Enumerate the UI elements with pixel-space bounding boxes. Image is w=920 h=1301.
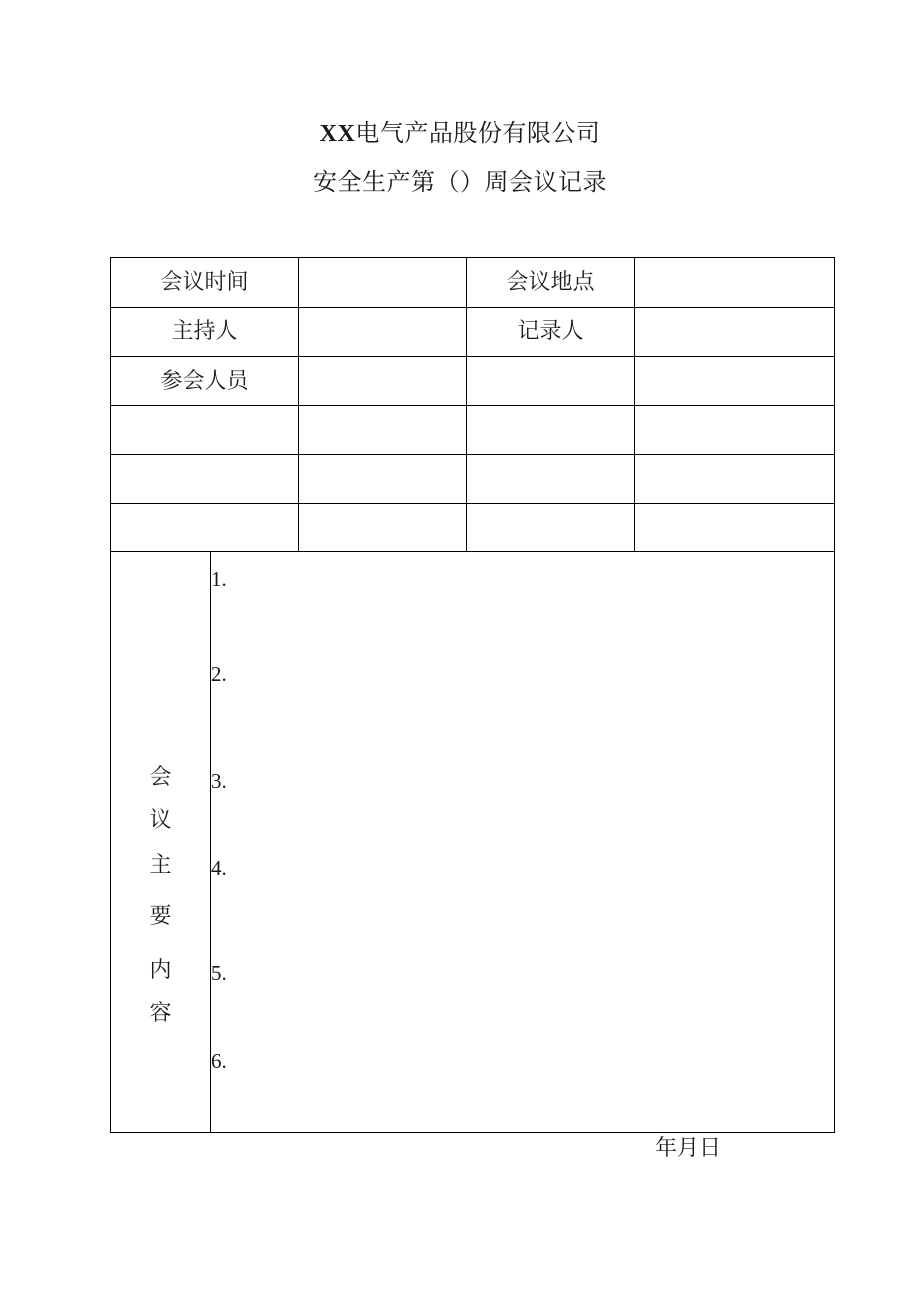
meeting-place-label: 会议地点 (506, 270, 595, 295)
content-item-number: 5. (211, 961, 227, 985)
date-label: 年月日 (655, 1136, 722, 1161)
recorder-field[interactable] (635, 308, 834, 356)
company-title (0, 118, 920, 149)
attendees-label: 参会人员 (160, 369, 249, 394)
content-label-char: 主 (149, 853, 172, 878)
content-label-char: 议 (149, 808, 172, 833)
table-right-border (834, 257, 835, 1133)
content-label-char: 要 (149, 904, 172, 929)
meeting-time-label: 会议时间 (160, 270, 249, 295)
company-name: 电气产品股份有限公司 (355, 119, 601, 147)
content-item-number: 4. (211, 856, 227, 880)
content-label-char: 会 (149, 765, 172, 790)
content-item-number: 3. (211, 769, 227, 793)
row-divider (110, 503, 835, 504)
content-item-number: 1. (211, 567, 227, 591)
content-label-char: 容 (149, 1001, 172, 1026)
company-brand: XX (319, 121, 356, 147)
column-divider (466, 257, 467, 552)
content-item-number: 6. (211, 1049, 227, 1073)
row-divider (110, 454, 835, 455)
recorder-label: 记录人 (517, 319, 584, 344)
row-divider (110, 405, 835, 406)
row-divider (110, 356, 835, 357)
content-item-number: 2. (211, 662, 227, 686)
host-field[interactable] (299, 308, 466, 356)
record-title: 安全生产第（）周会议记录 (313, 168, 607, 196)
table-bottom-border (110, 1132, 835, 1133)
content-label-divider (210, 551, 211, 1133)
meeting-time-field[interactable] (299, 258, 466, 307)
meeting-place-field[interactable] (635, 258, 834, 307)
row-divider (110, 551, 835, 552)
content-label-char: 内 (149, 958, 172, 983)
host-label: 主持人 (171, 319, 238, 344)
